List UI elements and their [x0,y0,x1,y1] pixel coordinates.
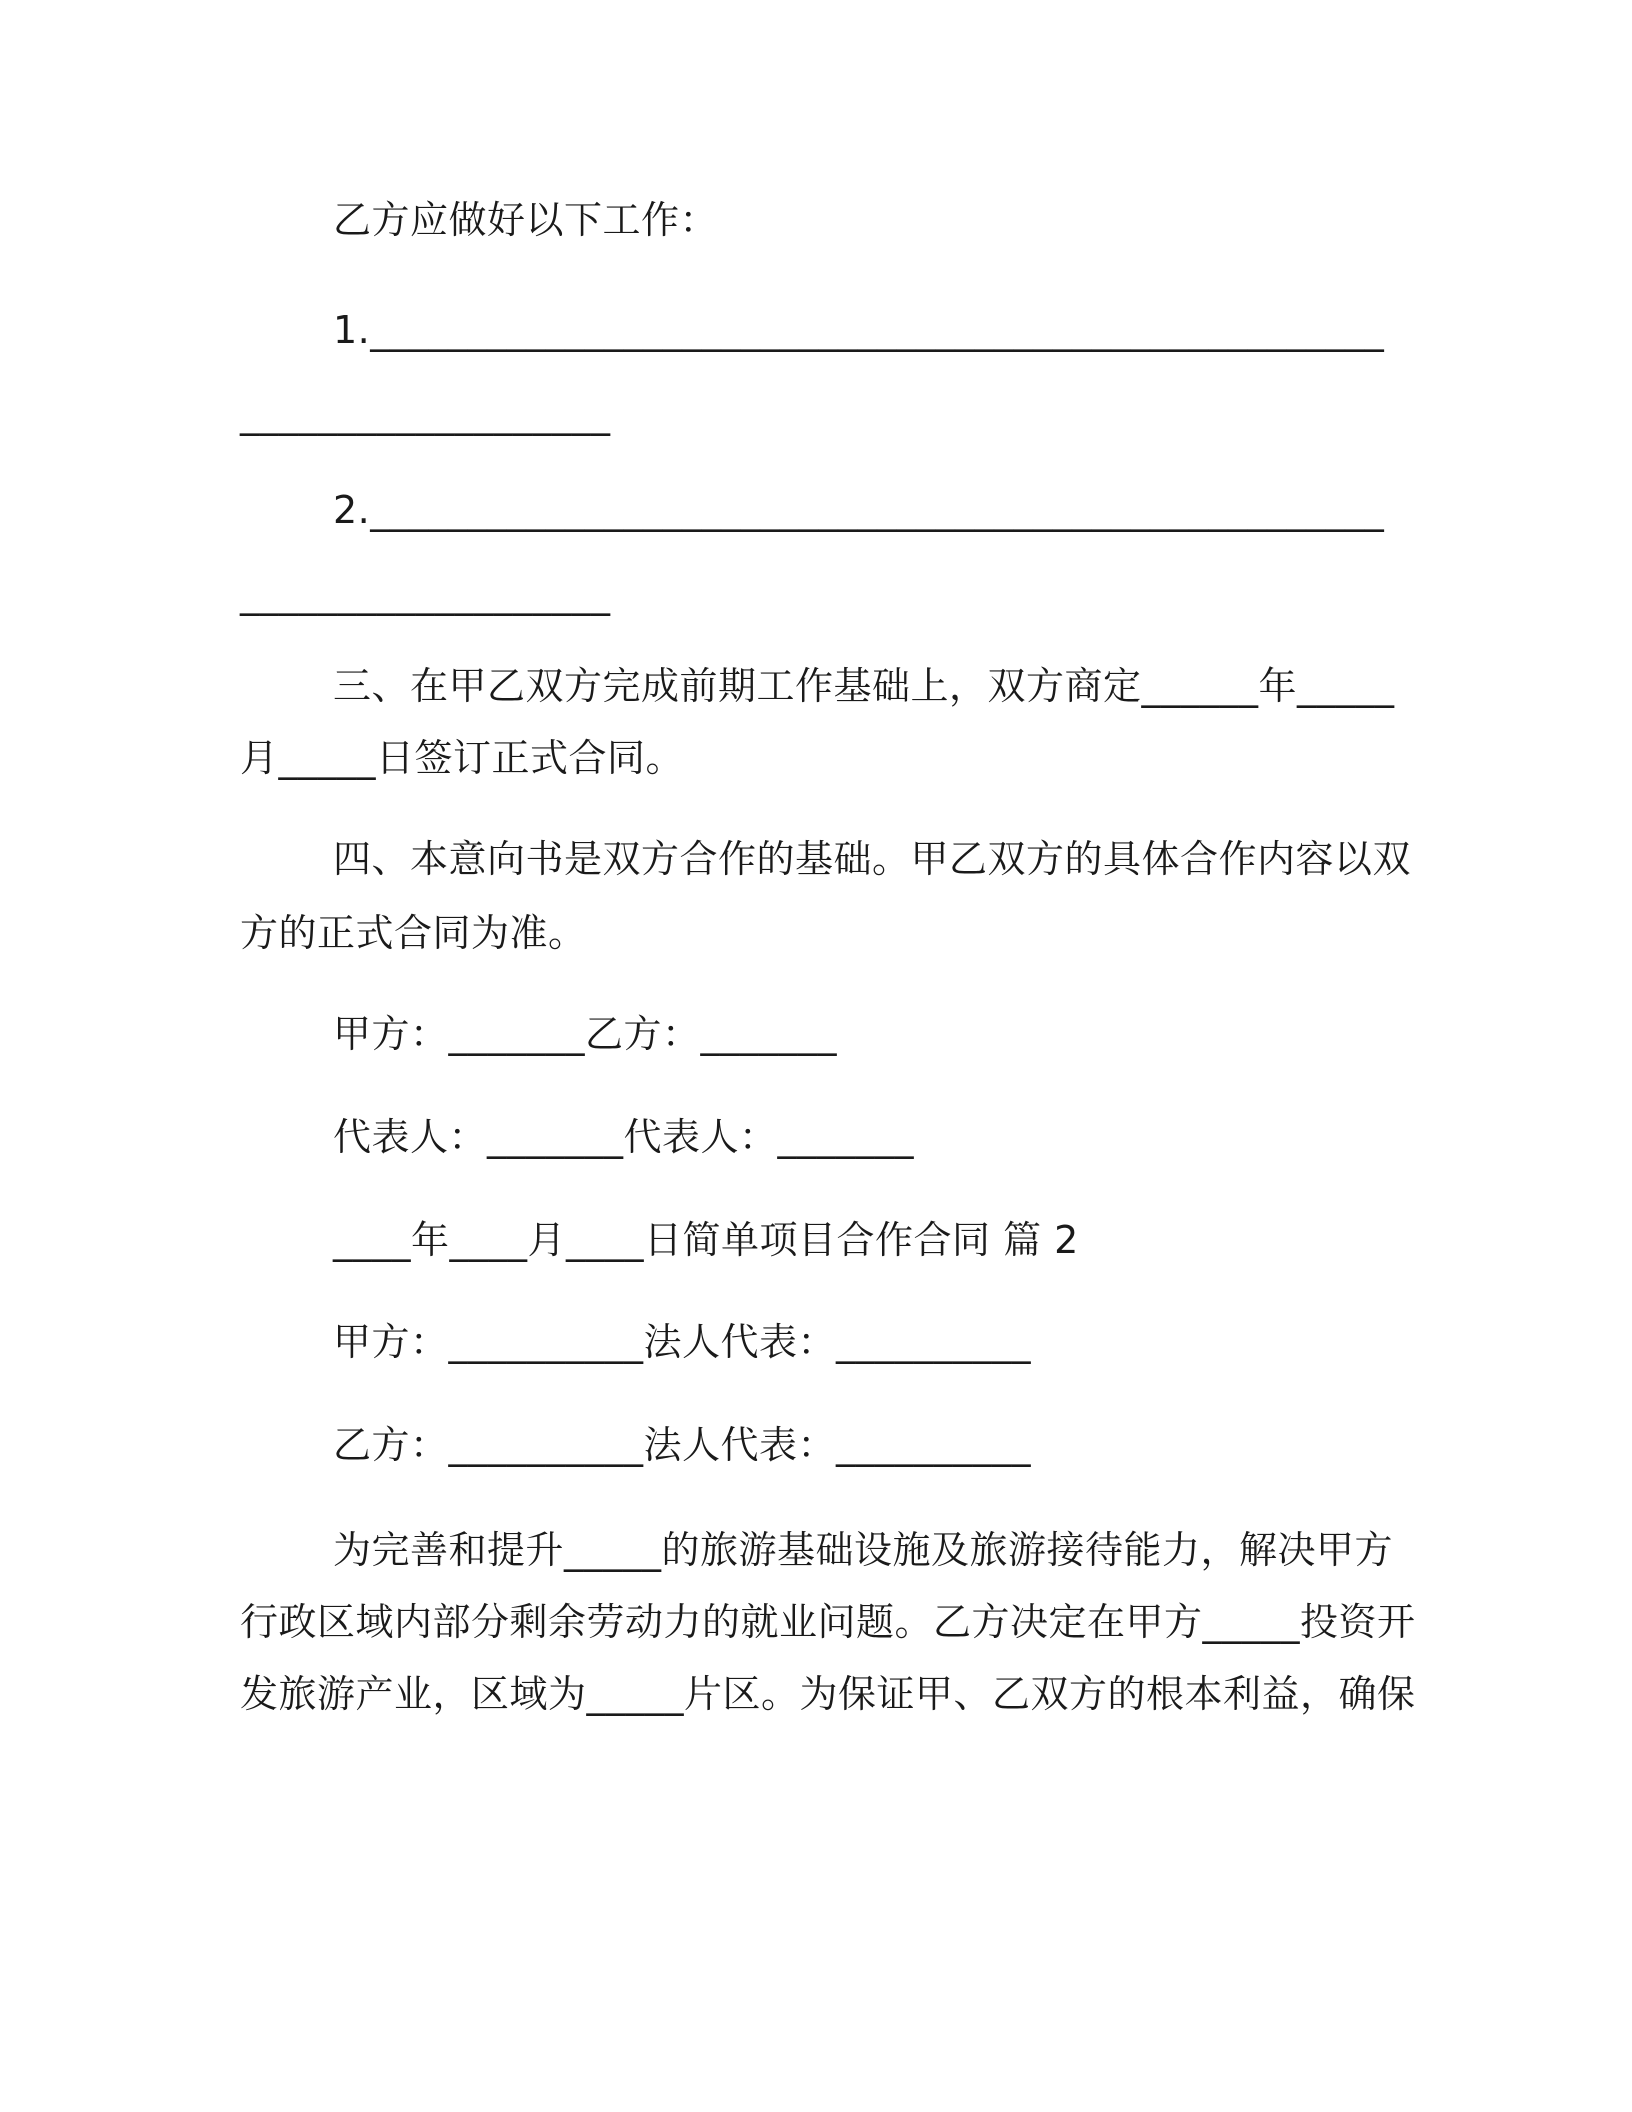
work-items-heading: 乙方应做好以下工作： [333,198,719,242]
work-item-2: 2.____________________________________________________ [333,488,1385,532]
party-a-line: 甲方：__________法人代表：__________ [333,1320,1032,1364]
clause-4-line-1: 四、本意向书是双方合作的基础。甲乙双方的具体合作内容以双 [333,837,1412,881]
work-item-2-continuation: ___________________ [240,572,611,616]
work-item-1: 1.____________________________________________________ [333,308,1385,352]
clause-3-line-2: 月_____日签订正式合同。 [240,736,685,780]
clause-3-line-1: 三、在甲乙双方完成前期工作基础上，双方商定______年_____ [333,664,1395,708]
clause-4-line-2: 方的正式合同为准。 [240,911,587,955]
preamble-line-2: 行政区域内部分剩余劳动力的就业问题。乙方决定在甲方_____投资开 [240,1600,1416,1644]
preamble-line-1: 为完善和提升_____的旅游基础设施及旅游接待能力，解决甲方 [333,1528,1394,1572]
preamble-line-3: 发旅游产业，区域为_____片区。为保证甲、乙双方的根本利益，确保 [240,1672,1416,1716]
signature-representatives: 代表人：_______代表人：_______ [333,1115,915,1159]
work-item-1-continuation: ___________________ [240,392,611,436]
signature-parties: 甲方：_______乙方：_______ [333,1012,838,1056]
contract-title-part-2: ____年____月____日简单项目合作合同 篇 2 [333,1218,1079,1262]
party-b-line: 乙方：__________法人代表：__________ [333,1423,1032,1467]
